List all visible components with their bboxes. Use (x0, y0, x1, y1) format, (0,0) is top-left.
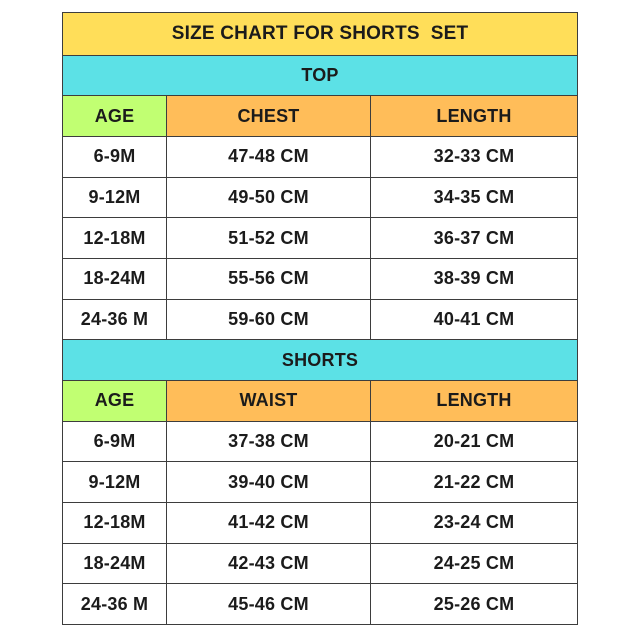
length-cell: 25-26 CM (370, 584, 577, 625)
length-cell: 40-41 CM (370, 299, 577, 340)
title-row (63, 13, 578, 56)
chest-cell: 47-48 CM (167, 136, 371, 177)
waist-cell: 39-40 CM (167, 462, 371, 503)
table-row (63, 258, 578, 299)
table-row (63, 136, 578, 177)
table-row (63, 502, 578, 543)
waist-cell: 37-38 CM (167, 421, 371, 462)
age-column-header: AGE (63, 380, 167, 421)
length-cell: 20-21 CM (370, 421, 577, 462)
age-cell: 18-24M (63, 543, 167, 584)
length-cell: 38-39 CM (370, 258, 577, 299)
age-cell: 9-12M (63, 462, 167, 503)
table-row (63, 218, 578, 259)
table-row (63, 299, 578, 340)
age-cell: 24-36 M (63, 299, 167, 340)
table-row (63, 584, 578, 625)
size-chart-table (62, 12, 578, 625)
length-cell: 36-37 CM (370, 218, 577, 259)
age-cell: 18-24M (63, 258, 167, 299)
chest-cell: 49-50 CM (167, 177, 371, 218)
column-header-row-shorts (63, 380, 578, 421)
section-row-shorts (63, 340, 578, 381)
age-cell: 6-9M (63, 421, 167, 462)
age-cell: 6-9M (63, 136, 167, 177)
column-header-row-top (63, 96, 578, 137)
age-cell: 24-36 M (63, 584, 167, 625)
length-cell: 32-33 CM (370, 136, 577, 177)
chest-cell: 51-52 CM (167, 218, 371, 259)
table-row (63, 543, 578, 584)
waist-cell: 41-42 CM (167, 502, 371, 543)
length-cell: 21-22 CM (370, 462, 577, 503)
length-cell: 24-25 CM (370, 543, 577, 584)
age-cell: 9-12M (63, 177, 167, 218)
age-cell: 12-18M (63, 218, 167, 259)
chest-column-header: CHEST (167, 96, 371, 137)
table-row (63, 177, 578, 218)
section-header-top: TOP (63, 55, 578, 96)
table-row (63, 462, 578, 503)
section-row-top (63, 55, 578, 96)
chest-cell: 55-56 CM (167, 258, 371, 299)
age-column-header: AGE (63, 96, 167, 137)
table-row (63, 421, 578, 462)
length-cell: 34-35 CM (370, 177, 577, 218)
chart-title: SIZE CHART FOR SHORTS SET (63, 13, 578, 56)
age-cell: 12-18M (63, 502, 167, 543)
length-column-header: LENGTH (370, 96, 577, 137)
length-cell: 23-24 CM (370, 502, 577, 543)
section-header-shorts: SHORTS (63, 340, 578, 381)
chest-cell: 59-60 CM (167, 299, 371, 340)
waist-cell: 45-46 CM (167, 584, 371, 625)
length-column-header: LENGTH (370, 380, 577, 421)
waist-cell: 42-43 CM (167, 543, 371, 584)
waist-column-header: WAIST (167, 380, 371, 421)
